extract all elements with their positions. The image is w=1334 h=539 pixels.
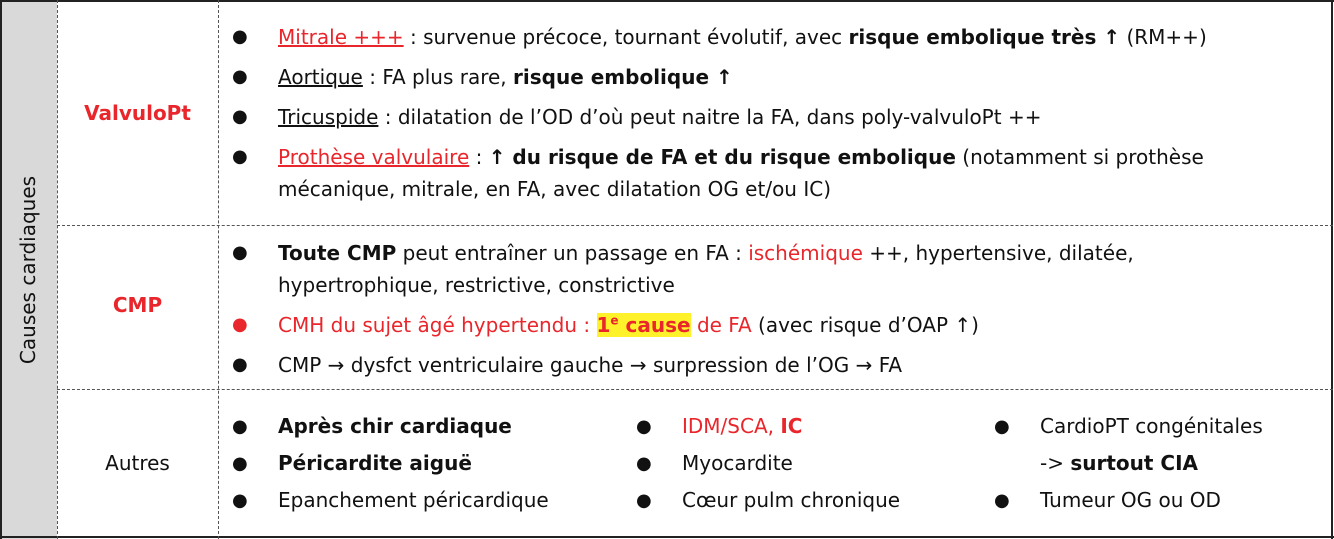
item-text: CardioPT congénitales: [1040, 414, 1263, 438]
row-valvulopt-category: [57, 0, 218, 225]
item-bold: risque embolique très ↑: [848, 25, 1121, 49]
item-red-bold: IC: [780, 414, 803, 438]
item-term: Tricuspide: [278, 105, 379, 129]
list-item: [218, 101, 1330, 133]
item-rank: 1: [596, 313, 611, 337]
bullet-icon: ●: [994, 416, 1010, 437]
item-text: : dilatation de l’OD d’où peut naitre la FA, dans poly-valvuloPt ++: [378, 105, 1042, 129]
item-text-cont: hypertrophique, restrictive, constrictive: [278, 273, 675, 297]
item-text: Epanchement péricardique: [278, 488, 549, 512]
item-red: CMH du sujet âgé hypertendu :: [278, 313, 597, 337]
list-item: [980, 445, 1320, 482]
item-text: :: [469, 145, 489, 169]
category-title: CMP: [112, 293, 163, 317]
table-border-right: [1331, 0, 1333, 539]
item-bold: Après chir cardiaque: [278, 414, 512, 438]
item-bold: surtout CIA: [1070, 451, 1199, 475]
item-red: ischémique: [748, 241, 863, 265]
list-item: [218, 237, 1330, 301]
list-item: [218, 349, 1330, 381]
bullet-icon: ●: [232, 242, 248, 263]
table-border-left: [0, 0, 2, 539]
bullet-icon: ●: [232, 354, 248, 375]
highlight: [597, 313, 691, 337]
item-red: de FA: [690, 313, 752, 337]
item-sup: e: [610, 313, 619, 328]
list-item: [622, 445, 982, 482]
category-title: Autres: [105, 451, 170, 475]
bullet-icon: ●: [232, 453, 248, 474]
item-term: Prothèse valvulaire: [278, 145, 470, 169]
item-text-cont: mécanique, mitrale, en FA, avec dilatation OG et/ou IC): [278, 177, 831, 201]
item-text: Cœur pulm chronique: [682, 488, 901, 512]
list-item: [218, 445, 618, 482]
item-text: : FA plus rare,: [362, 65, 514, 89]
side-label: Causes cardiaques: [16, 175, 40, 365]
row-cmp-content: [218, 237, 1330, 381]
item-text: : survenue précoce, tournant évolutif, avec: [403, 25, 849, 49]
row-valvulopt-content: [218, 21, 1330, 205]
bullet-icon: ●: [232, 66, 248, 87]
list-item: [980, 408, 1320, 445]
bullet-icon: ●: [636, 453, 652, 474]
list-item: [622, 482, 982, 519]
side-label-cell: [0, 0, 57, 539]
item-text: Tumeur OG ou OD: [1040, 488, 1221, 512]
row-autres-category: [57, 389, 218, 536]
item-text: peut entraîner un passage en FA :: [396, 241, 749, 265]
list-item: [218, 482, 618, 519]
item-text: ++, hypertensive, dilatée,: [862, 241, 1134, 265]
bullet-icon: ●: [232, 314, 248, 335]
item-text: Myocardite: [682, 451, 793, 475]
item-text: (notamment si prothèse: [955, 145, 1204, 169]
list-item: [218, 21, 1330, 53]
item-term: Aortique: [278, 65, 363, 89]
bullet-icon: ●: [232, 106, 248, 127]
bullet-icon: ●: [232, 490, 248, 511]
row-divider: [57, 389, 1333, 390]
bullet-icon: ●: [232, 146, 248, 167]
bullet-icon: ●: [636, 416, 652, 437]
item-bold: cause: [618, 313, 691, 337]
autres-col-3: [980, 408, 1320, 519]
item-bold: risque embolique ↑: [513, 65, 733, 89]
list-item: [980, 482, 1320, 519]
item-text: CMP → dysfct ventriculaire gauche → surpression de l’OG → FA: [278, 353, 903, 377]
bullet-icon: ●: [994, 490, 1010, 511]
table-border-bottom: [0, 536, 1334, 538]
item-bold: Toute CMP: [278, 241, 397, 265]
item-bold: Péricardite aiguë: [278, 451, 472, 475]
bullet-icon: ●: [636, 490, 652, 511]
list-item: [622, 408, 982, 445]
bullet-icon: ●: [232, 26, 248, 47]
row-divider: [57, 225, 1333, 226]
list-item: [218, 61, 1330, 93]
item-text: (RM++): [1120, 25, 1207, 49]
item-text-cont: ->: [1040, 451, 1071, 475]
row-cmp-category: [57, 225, 218, 389]
category-title: ValvuloPt: [84, 101, 191, 125]
item-red: IDM/SCA,: [682, 414, 781, 438]
list-item: [218, 309, 1330, 341]
item-term: Mitrale +++: [278, 25, 404, 49]
bullet-icon: ●: [232, 416, 248, 437]
list-item: [218, 408, 618, 445]
autres-col-2: [622, 408, 982, 519]
list-item: [218, 141, 1330, 205]
autres-col-1: [218, 408, 618, 519]
item-bold: ↑ du risque de FA et du risque embolique: [488, 145, 956, 169]
item-text: (avec risque d’OAP ↑): [751, 313, 979, 337]
